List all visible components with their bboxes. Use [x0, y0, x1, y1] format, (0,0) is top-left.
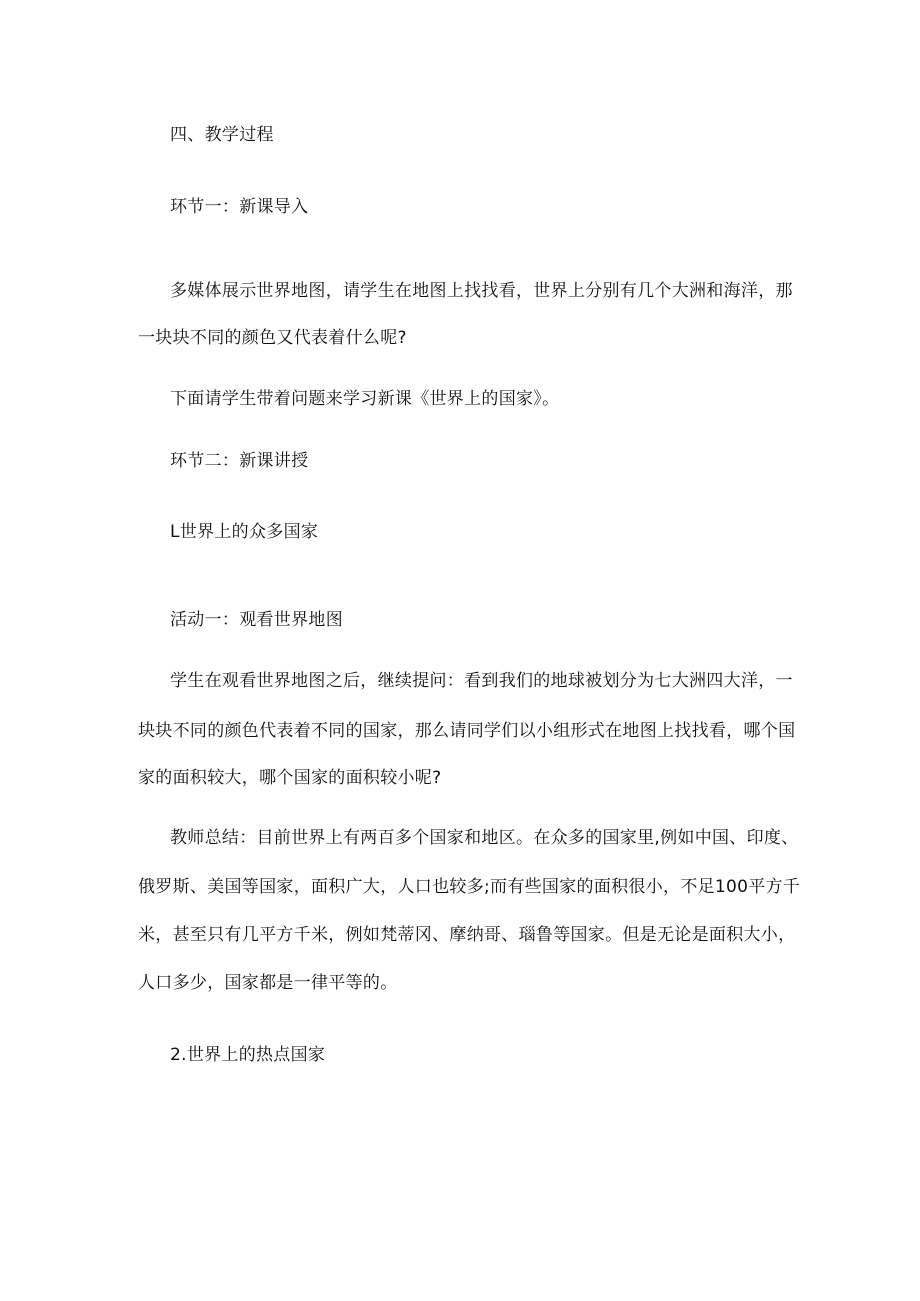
para2: 下面请学生带着问题来学习新课《世界上的国家》。 — [170, 389, 560, 409]
section-title: 四、教学过程 — [170, 125, 274, 145]
stage2-heading: 环节二：新课讲授 — [170, 451, 309, 471]
stage1-heading: 环节一：新课导入 — [170, 197, 309, 217]
activity1-heading: 活动一：观看世界地图 — [170, 610, 343, 630]
para3-line1: 学生在观看世界地图之后，继续提问：看到我们的地球被划分为七大洲四大洋，一 — [170, 671, 793, 691]
para1-line2: 一块块不同的颜色又代表着什么呢? — [138, 328, 407, 348]
para4-line3: 米，甚至只有几平方千米，例如梵蒂冈、摩纳哥、瑙鲁等国家。但是无论是面积大小， — [138, 925, 796, 945]
para3-line3: 家的面积较大，哪个国家的面积较小呢? — [138, 768, 442, 788]
para4-line1: 教师总结：目前世界上有两百多个国家和地区。在众多的国家里,例如中国、印度、 — [170, 828, 799, 848]
para3-line2: 块块不同的颜色代表着不同的国家，那么请同学们以小组形式在地图上找找看，哪个国 — [138, 721, 796, 741]
subsection2-heading: 2.世界上的热点国家 — [170, 1045, 326, 1065]
para4-line2: 俄罗斯、美国等国家，面积广大，人口也较多;而有些国家的面积很小，不足100平方千 — [138, 877, 801, 897]
para1-line1: 多媒体展示世界地图，请学生在地图上找找看，世界上分别有几个大洲和海洋，那 — [170, 281, 793, 301]
para4-line4: 人口多少，国家都是一律平等的。 — [138, 973, 398, 993]
subsection1-heading: L世界上的众多国家 — [170, 522, 319, 542]
